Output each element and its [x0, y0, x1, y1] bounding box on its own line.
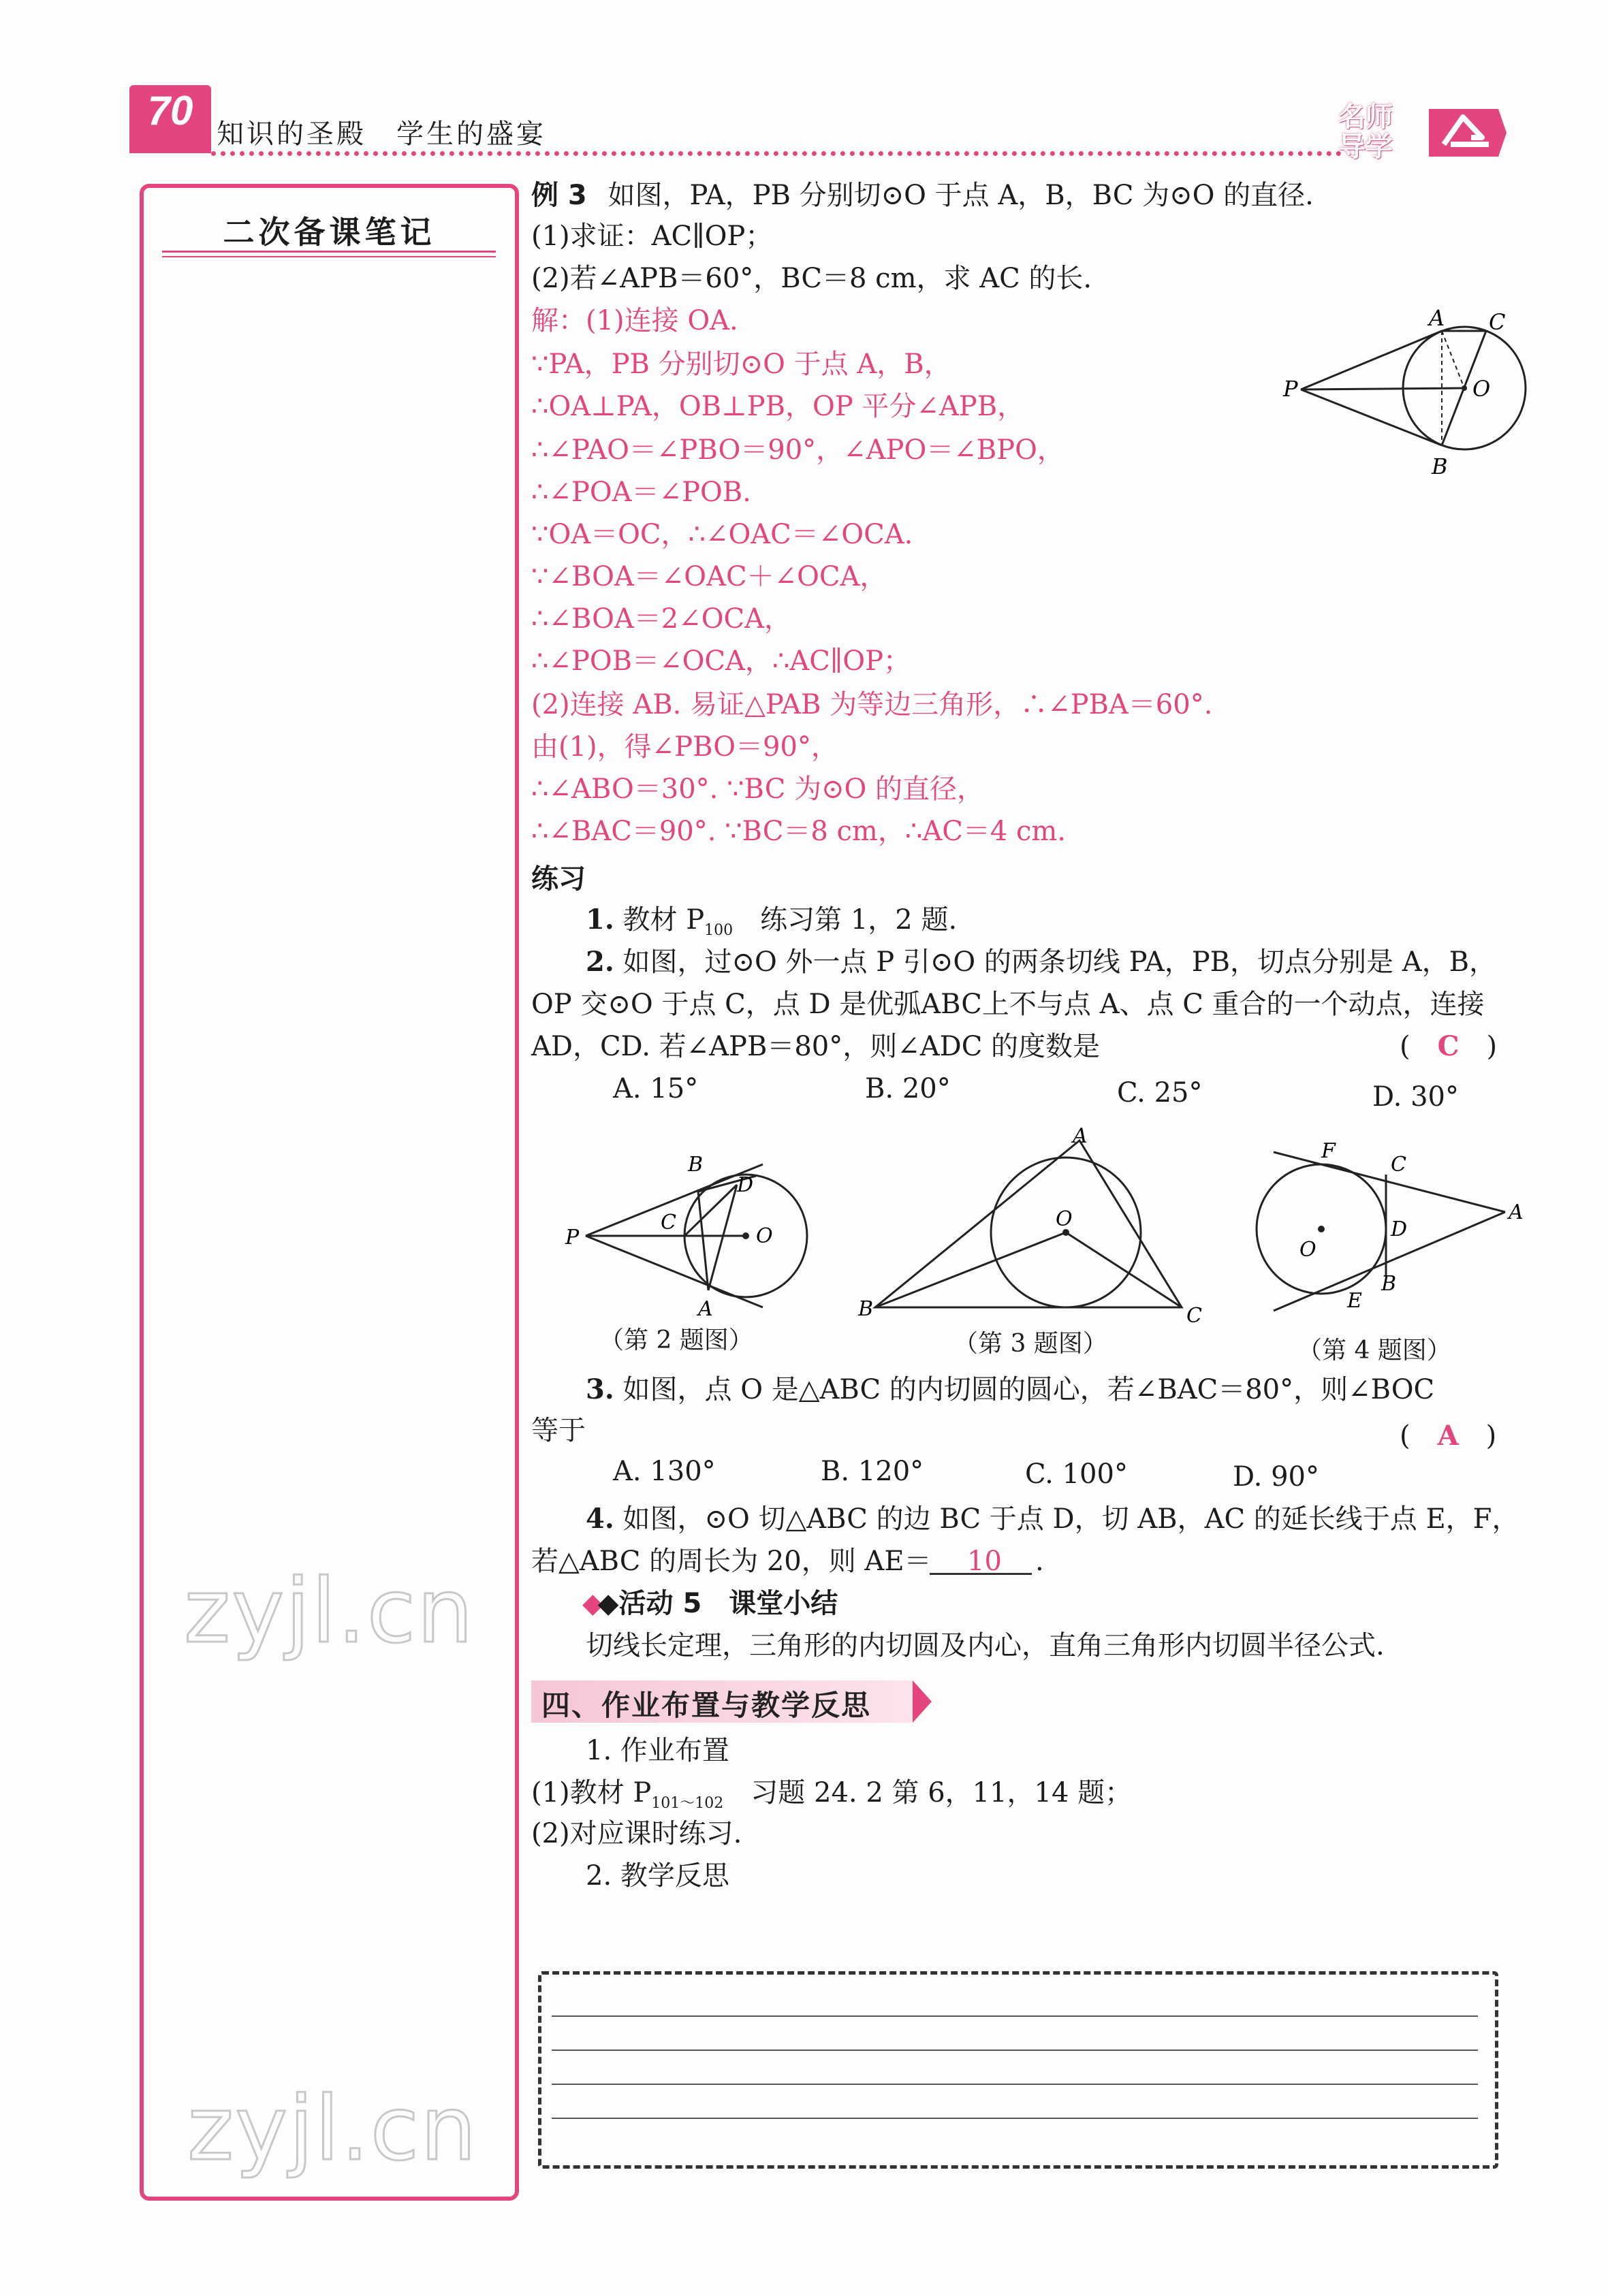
svg-text:O: O: [756, 1224, 773, 1248]
writing-line: [552, 2050, 1478, 2051]
example-text: 如图，PA，PB 分别切⊙O 于点 A，B，BC 为⊙O 的直径.: [608, 180, 1314, 211]
homework-text: (1)教材 P: [531, 1777, 652, 1808]
brand-logo-text: 名师导学: [1338, 101, 1393, 163]
svg-text:O: O: [1056, 1207, 1073, 1231]
option: B. 20°: [865, 1073, 951, 1104]
figure-label: C: [1489, 309, 1506, 335]
question-3-figure: [851, 1123, 1212, 1328]
activity-5-text: 切线长定理，三角形的内切圆及内心，直角三角形内切圆半径公式.: [586, 1630, 1385, 1661]
svg-text:A: A: [1073, 1124, 1088, 1148]
practice-q3-line2: 等于: [531, 1415, 586, 1446]
figure-caption: （第 2 题图）: [599, 1326, 753, 1354]
activity-5-title: ◆◆活动 5 课堂小结: [582, 1588, 838, 1619]
sentence-end: .: [1035, 1546, 1044, 1577]
notes-sidebar: [140, 184, 519, 2201]
figure-caption: （第 4 题图）: [1297, 1337, 1451, 1365]
homework-heading: 1. 作业布置: [586, 1735, 729, 1766]
figure-label: P: [1283, 376, 1298, 402]
watermark: zyjl.cn: [187, 2077, 478, 2180]
svg-text:C: C: [661, 1211, 676, 1234]
solution-line: ∴OA⊥PA，OB⊥PB，OP 平分∠APB，: [531, 391, 1025, 422]
section-4-title: 四、作业布置与教学反思: [541, 1689, 872, 1722]
example-3-figure: [1274, 306, 1526, 483]
solution-line: (2)连接 AB. 易证△PAB 为等边三角形，∴∠PBA＝60°.: [531, 689, 1213, 720]
question-number: 3.: [586, 1373, 614, 1405]
practice-q2-line3: AD，CD. 若∠APB＝80°，则∠ADC 的度数是: [531, 1031, 1101, 1062]
homework-item: [531, 1776, 1132, 1821]
activity-title-text: ◆活动 5 课堂小结: [597, 1588, 838, 1619]
question-text: 练习第 1，2 题.: [733, 904, 958, 936]
header-divider: [211, 151, 1342, 156]
solution-line: ∵PA，PB 分别切⊙O 于点 A，B，: [531, 349, 951, 380]
answer-value: A: [1437, 1420, 1459, 1452]
writing-line: [552, 2084, 1478, 2085]
svg-text:E: E: [1347, 1289, 1362, 1313]
page-number: 70: [147, 88, 193, 133]
homework-item: (2)对应课时练习.: [531, 1818, 742, 1849]
writing-line: [552, 2015, 1478, 2017]
practice-q2-line2: OP 交⊙O 于点 C，点 D 是优弧ABC上不与点 A、点 C 重合的一个动点，连接: [531, 989, 1485, 1020]
writing-line: [552, 2118, 1478, 2119]
figure-label: B: [1432, 453, 1448, 479]
practice-q2-line1: [586, 945, 1496, 979]
question-number: 2.: [586, 946, 614, 978]
solution-line: 解：(1)连接 OA.: [531, 305, 738, 336]
svg-text:P: P: [565, 1226, 580, 1249]
figure-label: O: [1472, 376, 1491, 402]
header-title: 知识的圣殿 学生的盛宴: [217, 118, 546, 150]
example-q2: (2)若∠APB＝60°，BC＝8 cm，求 AC 的长.: [531, 263, 1092, 294]
solution-line: ∴∠POB＝∠OCA，∴AC∥OP；: [531, 645, 911, 677]
svg-text:B: B: [1381, 1272, 1397, 1296]
svg-text:B: B: [858, 1297, 874, 1321]
homework-text: 习题 24. 2 第 6，11，14 题；: [723, 1777, 1133, 1808]
question-number: 4.: [586, 1503, 614, 1535]
question-text: 教材 P: [622, 904, 705, 936]
reflection-heading: 2. 教学反思: [586, 1860, 729, 1892]
option: B. 120°: [821, 1456, 924, 1487]
solution-line: ∴∠ABO＝30°. ∵BC 为⊙O 的直径，: [531, 774, 985, 805]
sidebar-divider: [162, 256, 496, 257]
reflection-box: [538, 1971, 1498, 2169]
solution-line: 由(1)，得∠PBO＝90°，: [531, 731, 838, 763]
solution-line: ∴∠BOA＝2∠OCA，: [531, 603, 792, 635]
svg-text:A: A: [698, 1297, 713, 1321]
svg-text:O: O: [1299, 1238, 1317, 1262]
sidebar-title: 二次备课笔记: [223, 214, 436, 251]
solution-line: ∴∠PAO＝∠PBO＝90°，∠APO＝∠BPO，: [531, 434, 1065, 466]
answer-value: C: [1437, 1030, 1460, 1062]
solution-line: ∵OA＝OC，∴∠OAC＝∠OCA.: [531, 519, 913, 550]
question-4-figure: [1246, 1137, 1524, 1328]
svg-text:C: C: [1186, 1304, 1202, 1328]
practice-q4-line2: 若△ABC 的周长为 20，则 AE＝: [531, 1546, 932, 1577]
watermark: zyjl.cn: [184, 1559, 475, 1663]
practice-title: 练习: [531, 863, 586, 895]
page-subscript: 101～102: [651, 1795, 724, 1812]
answer-bracket: ( A ): [1400, 1420, 1497, 1452]
svg-text:D: D: [1391, 1217, 1408, 1241]
option: D. 30°: [1372, 1081, 1459, 1113]
solution-line: ∵∠BOA＝∠OAC＋∠OCA，: [531, 561, 887, 592]
sidebar-divider: [162, 251, 496, 253]
answer-blank: [930, 1573, 1032, 1575]
brand-logo-icon: [1423, 102, 1512, 163]
practice-q3-line1: [586, 1373, 1434, 1407]
svg-text:B: B: [688, 1153, 704, 1177]
practice-q1: [586, 903, 957, 948]
svg-text:A: A: [1509, 1200, 1524, 1224]
answer-value: 10: [967, 1546, 1002, 1577]
option: C. 100°: [1025, 1458, 1128, 1490]
question-text: 如图，点 O 是△ABC 的内切圆的圆心，若∠BAC＝80°，则∠BOC: [622, 1374, 1435, 1405]
svg-text:C: C: [1391, 1153, 1406, 1177]
figure-label: A: [1429, 305, 1445, 331]
question-2-figure: [558, 1144, 817, 1321]
page-subscript: 100: [704, 922, 734, 939]
solution-line: ∴∠BAC＝90°. ∵BC＝8 cm，∴AC＝4 cm.: [531, 816, 1067, 847]
svg-text:F: F: [1321, 1139, 1336, 1163]
answer-bracket: ( C ): [1400, 1030, 1498, 1062]
question-text: 如图，⊙O 切△ABC 的边 BC 于点 D，切 AB，AC 的延长线于点 E，F，: [622, 1503, 1519, 1535]
example-3-problem: [531, 178, 1314, 212]
practice-q4-line1: [586, 1502, 1519, 1536]
example-q1: (1)求证：AC∥OP；: [531, 221, 773, 252]
option: C. 25°: [1117, 1077, 1203, 1109]
option: A. 130°: [613, 1456, 716, 1487]
question-text: 如图，过⊙O 外一点 P 引⊙O 的两条切线 PA，PB，切点分别是 A，B，: [622, 946, 1497, 978]
figure-caption: （第 3 题图）: [953, 1330, 1107, 1358]
option: D. 90°: [1233, 1461, 1319, 1493]
option: A. 15°: [613, 1073, 699, 1104]
svg-text:D: D: [737, 1173, 754, 1197]
solution-line: ∴∠POA＝∠POB.: [531, 477, 751, 508]
question-number: 1.: [586, 904, 614, 936]
example-label: 例 3: [531, 180, 587, 211]
banner-arrow-icon: [913, 1680, 933, 1723]
